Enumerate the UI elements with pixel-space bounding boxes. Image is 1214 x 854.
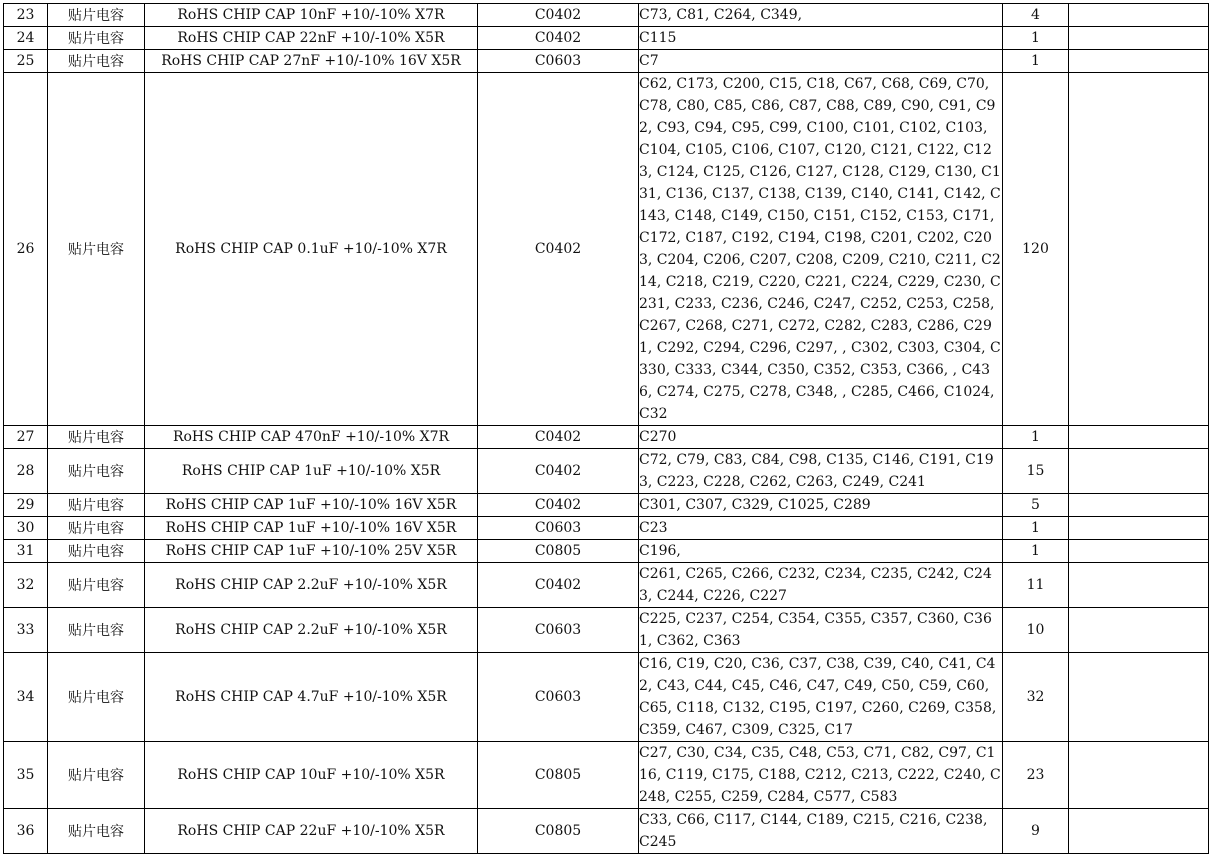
part-quantity: 23 — [1003, 742, 1069, 809]
part-spec: RoHS CHIP CAP 4.7uF +10/-10% X5R — [145, 653, 478, 742]
row-number: 24 — [4, 27, 48, 50]
row-number: 27 — [4, 426, 48, 449]
table-row — [4, 426, 1209, 449]
part-package: C0603 — [478, 517, 639, 540]
row-number: 29 — [4, 494, 48, 517]
part-name: 贴片电容 — [48, 50, 145, 73]
reference-designators: C72, C79, C83, C84, C98, C135, C146, C191, C193, C223, C228, C262, C263, C249, C241 — [639, 449, 1003, 494]
part-spec: RoHS CHIP CAP 470nF +10/-10% X7R — [145, 426, 478, 449]
table-row — [4, 563, 1209, 608]
part-package: C0805 — [478, 540, 639, 563]
part-name: 贴片电容 — [48, 563, 145, 608]
part-package: C0603 — [478, 608, 639, 653]
part-spec: RoHS CHIP CAP 1uF +10/-10% X5R — [145, 449, 478, 494]
table-row — [4, 4, 1209, 27]
table-row — [4, 742, 1209, 809]
part-package: C0603 — [478, 50, 639, 73]
reference-designators: C7 — [639, 50, 1003, 73]
reference-designators: C196, — [639, 540, 1003, 563]
part-spec: RoHS CHIP CAP 2.2uF +10/-10% X5R — [145, 608, 478, 653]
reference-designators: C301, C307, C329, C1025, C289 — [639, 494, 1003, 517]
table-row — [4, 50, 1209, 73]
note-cell — [1069, 50, 1209, 73]
note-cell — [1069, 563, 1209, 608]
table-row — [4, 494, 1209, 517]
reference-designators: C225, C237, C254, C354, C355, C357, C360, C361, C362, C363 — [639, 608, 1003, 653]
part-quantity: 32 — [1003, 653, 1069, 742]
reference-designators: C16, C19, C20, C36, C37, C38, C39, C40, C41, C42, C43, C44, C45, C46, C47, C49, C50, C59, C60, C65, C118, C132, C195, C197, C260, C269, C358, C359, C467, C309, C325, C17 — [639, 653, 1003, 742]
row-number: 31 — [4, 540, 48, 563]
table-row — [4, 449, 1209, 494]
part-package: C0402 — [478, 4, 639, 27]
part-name: 贴片电容 — [48, 540, 145, 563]
table-row — [4, 27, 1209, 50]
row-number: 25 — [4, 50, 48, 73]
part-package: C0402 — [478, 426, 639, 449]
part-quantity: 1 — [1003, 426, 1069, 449]
part-quantity: 1 — [1003, 50, 1069, 73]
part-name: 贴片电容 — [48, 809, 145, 854]
part-quantity: 10 — [1003, 608, 1069, 653]
part-spec: RoHS CHIP CAP 1uF +10/-10% 16V X5R — [145, 517, 478, 540]
table-row — [4, 809, 1209, 854]
part-name: 贴片电容 — [48, 742, 145, 809]
row-number: 26 — [4, 73, 48, 426]
row-number: 30 — [4, 517, 48, 540]
part-quantity: 9 — [1003, 809, 1069, 854]
part-spec: RoHS CHIP CAP 10uF +10/-10% X5R — [145, 742, 478, 809]
part-spec: RoHS CHIP CAP 0.1uF +10/-10% X7R — [145, 73, 478, 426]
part-quantity: 1 — [1003, 27, 1069, 50]
reference-designators: C23 — [639, 517, 1003, 540]
bom-table — [3, 3, 1209, 854]
row-number: 35 — [4, 742, 48, 809]
part-spec: RoHS CHIP CAP 22nF +10/-10% X5R — [145, 27, 478, 50]
part-name: 贴片电容 — [48, 449, 145, 494]
part-package: C0402 — [478, 449, 639, 494]
part-name: 贴片电容 — [48, 517, 145, 540]
part-name: 贴片电容 — [48, 73, 145, 426]
table-row — [4, 540, 1209, 563]
row-number: 34 — [4, 653, 48, 742]
part-name: 贴片电容 — [48, 494, 145, 517]
part-quantity: 15 — [1003, 449, 1069, 494]
reference-designators: C115 — [639, 27, 1003, 50]
note-cell — [1069, 494, 1209, 517]
row-number: 32 — [4, 563, 48, 608]
note-cell — [1069, 608, 1209, 653]
part-quantity: 11 — [1003, 563, 1069, 608]
row-number: 23 — [4, 4, 48, 27]
part-package: C0603 — [478, 653, 639, 742]
table-row — [4, 653, 1209, 742]
row-number: 36 — [4, 809, 48, 854]
note-cell — [1069, 449, 1209, 494]
part-spec: RoHS CHIP CAP 2.2uF +10/-10% X5R — [145, 563, 478, 608]
note-cell — [1069, 517, 1209, 540]
part-spec: RoHS CHIP CAP 1uF +10/-10% 16V X5R — [145, 494, 478, 517]
part-spec: RoHS CHIP CAP 1uF +10/-10% 25V X5R — [145, 540, 478, 563]
table-row — [4, 73, 1209, 426]
part-spec: RoHS CHIP CAP 22uF +10/-10% X5R — [145, 809, 478, 854]
part-name: 贴片电容 — [48, 653, 145, 742]
part-quantity: 5 — [1003, 494, 1069, 517]
part-quantity: 1 — [1003, 540, 1069, 563]
note-cell — [1069, 27, 1209, 50]
row-number: 28 — [4, 449, 48, 494]
table-row — [4, 608, 1209, 653]
part-package: C0805 — [478, 742, 639, 809]
part-package: C0402 — [478, 563, 639, 608]
part-quantity: 4 — [1003, 4, 1069, 27]
reference-designators: C270 — [639, 426, 1003, 449]
part-name: 贴片电容 — [48, 27, 145, 50]
reference-designators: C62, C173, C200, C15, C18, C67, C68, C69, C70, C78, C80, C85, C86, C87, C88, C89, C90, C91, C92, C93, C94, C95, C99, C100, C101, C102, C103, C104, C105, C106, C107, C120, C121, C122, C123, C124, C125, C126, C127, C128, C129, C130, C131, C136, C137, C138, C139, C140, C141, C142, C143, C148, C149, C150, C151, C152, C153, C171, C172, C187, C192, C194, C198, C201, C202, C203, C204, C206, C207, C208, C209, C210, C211, C214, C218, C219, C220, C221, C224, C229, C230, C231, C233, C236, C246, C247, C252, C253, C258, C267, C268, C271, C272, C282, C283, C286, C291, C292, C294, C296, C297, , C302, C303, C304, C330, C333, C344, C350, C352, C353, C366, , C436, C274, C275, C278, C348, , C285, C466, C1024, C32 — [639, 73, 1003, 426]
part-quantity: 120 — [1003, 73, 1069, 426]
part-package: C0402 — [478, 494, 639, 517]
part-name: 贴片电容 — [48, 608, 145, 653]
note-cell — [1069, 653, 1209, 742]
part-spec: RoHS CHIP CAP 27nF +10/-10% 16V X5R — [145, 50, 478, 73]
reference-designators: C27, C30, C34, C35, C48, C53, C71, C82, C97, C116, C119, C175, C188, C212, C213, C222, C240, C248, C255, C259, C284, C577, C583 — [639, 742, 1003, 809]
note-cell — [1069, 4, 1209, 27]
table-row — [4, 517, 1209, 540]
note-cell — [1069, 742, 1209, 809]
part-name: 贴片电容 — [48, 4, 145, 27]
part-package: C0402 — [478, 27, 639, 50]
note-cell — [1069, 809, 1209, 854]
part-quantity: 1 — [1003, 517, 1069, 540]
note-cell — [1069, 73, 1209, 426]
part-package: C0805 — [478, 809, 639, 854]
reference-designators: C73, C81, C264, C349, — [639, 4, 1003, 27]
part-spec: RoHS CHIP CAP 10nF +10/-10% X7R — [145, 4, 478, 27]
reference-designators: C33, C66, C117, C144, C189, C215, C216, C238, C245 — [639, 809, 1003, 854]
note-cell — [1069, 426, 1209, 449]
part-name: 贴片电容 — [48, 426, 145, 449]
note-cell — [1069, 540, 1209, 563]
part-package: C0402 — [478, 73, 639, 426]
reference-designators: C261, C265, C266, C232, C234, C235, C242, C243, C244, C226, C227 — [639, 563, 1003, 608]
row-number: 33 — [4, 608, 48, 653]
